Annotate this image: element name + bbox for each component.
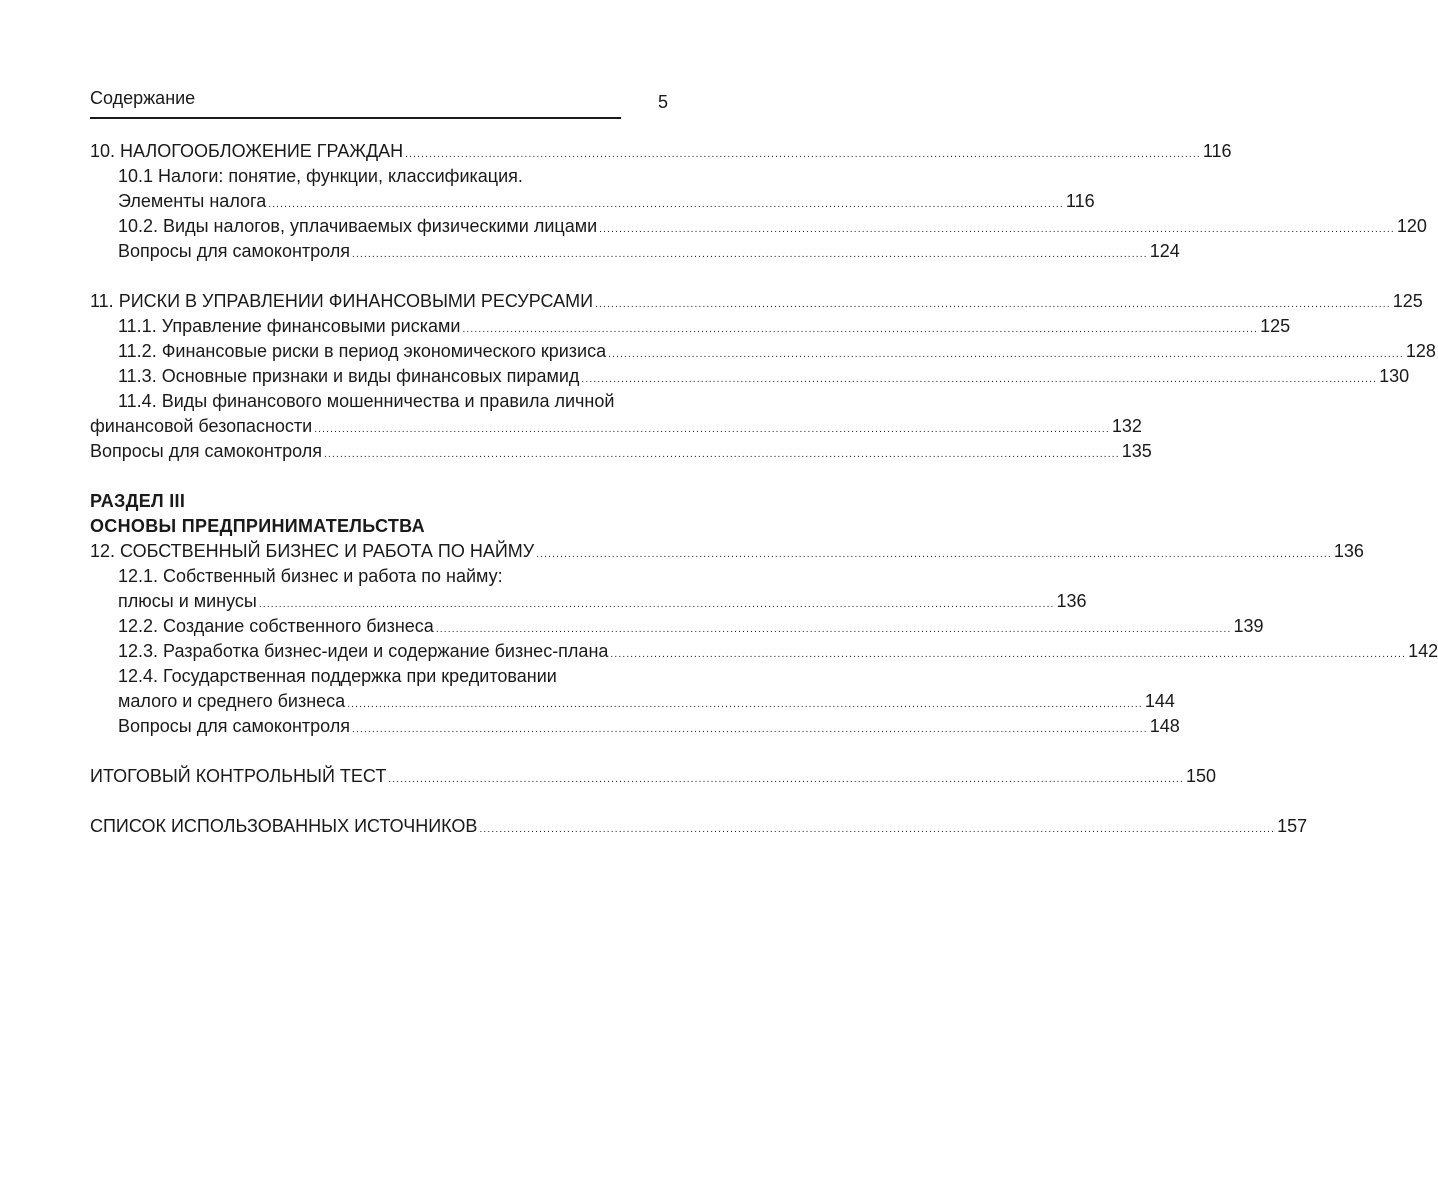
toc-entry-page: 132 bbox=[1111, 416, 1142, 436]
dot-leader: ........................................................................................................................................................................................................ bbox=[324, 449, 1120, 460]
dot-leader: ........................................................................................................................................................................................................ bbox=[352, 249, 1148, 260]
toc-entry-11-2[interactable] bbox=[90, 339, 1436, 364]
dot-leader: ........................................................................................................................................................................................................ bbox=[388, 774, 1184, 785]
toc-entry-page: 150 bbox=[1186, 766, 1217, 786]
toc-entry-final-test[interactable] bbox=[90, 764, 1217, 789]
toc-entry-title: ИТОГОВЫЙ КОНТРОЛЬНЫЙ ТЕСТ bbox=[90, 766, 387, 786]
toc-entry-page: 136 bbox=[1056, 591, 1087, 611]
toc-entry-title: плюсы и минусы bbox=[118, 591, 257, 611]
toc-entry-12-3[interactable] bbox=[90, 639, 1438, 664]
toc-entry-ch10[interactable] bbox=[90, 139, 1232, 164]
toc-entry-11-4-line1[interactable] bbox=[90, 389, 666, 414]
toc-entry-title: 12.4. Государственная поддержка при кредитовании bbox=[118, 666, 557, 686]
toc-entry-title: 12.1. Собственный бизнес и работа по найму: bbox=[118, 566, 503, 586]
table-of-contents bbox=[90, 139, 1438, 839]
toc-entry-12-questions[interactable] bbox=[90, 714, 1180, 739]
running-header: Содержание bbox=[90, 88, 196, 108]
toc-entry-page: 144 bbox=[1144, 691, 1175, 711]
dot-leader: ........................................................................................................................................................................................................ bbox=[479, 824, 1276, 835]
toc-entry-page: 125 bbox=[1392, 291, 1423, 311]
toc-entry-page: 116 bbox=[1202, 141, 1232, 161]
toc-entry-title: Вопросы для самоконтроля bbox=[90, 441, 323, 461]
dot-leader: ........................................................................................................................................................................................................ bbox=[435, 624, 1232, 635]
spacer bbox=[90, 464, 666, 489]
dot-leader: ........................................................................................................................................................................................................ bbox=[581, 374, 1378, 385]
dot-leader: ........................................................................................................................................................................................................ bbox=[608, 349, 1404, 360]
toc-entry-10-1-line1[interactable] bbox=[90, 164, 666, 189]
page-number: 5 bbox=[657, 92, 668, 112]
toc-entry-sources[interactable] bbox=[90, 814, 1308, 839]
toc-entry-page: 139 bbox=[1233, 616, 1264, 636]
toc-entry-11-questions[interactable] bbox=[90, 439, 1152, 464]
toc-entry-title: 12. СОБСТВЕННЫЙ БИЗНЕС И РАБОТА ПО НАЙМУ bbox=[90, 541, 535, 561]
dot-leader: ........................................................................................................................................................................................................ bbox=[595, 299, 1391, 310]
dot-leader: ........................................................................................................................................................................................................ bbox=[599, 224, 1395, 235]
dot-leader: ........................................................................................................................................................................................................ bbox=[536, 549, 1332, 560]
dot-leader: ........................................................................................................................................................................................................ bbox=[352, 724, 1148, 735]
toc-entry-12-4[interactable] bbox=[90, 689, 1175, 714]
toc-entry-title: 12.3. Разработка бизнес-идеи и содержание бизнес-плана bbox=[118, 641, 609, 661]
spacer bbox=[90, 789, 666, 814]
toc-entry-11-4[interactable] bbox=[90, 414, 1142, 439]
spacer bbox=[90, 264, 666, 289]
toc-entry-11-1[interactable] bbox=[90, 314, 1291, 339]
toc-entry-title: Вопросы для самоконтроля bbox=[118, 241, 351, 261]
toc-entry-page: 124 bbox=[1149, 241, 1180, 261]
dot-leader: ........................................................................................................................................................................................................ bbox=[405, 149, 1201, 160]
toc-entry-page: 135 bbox=[1121, 441, 1152, 461]
toc-entry-11-3[interactable] bbox=[90, 364, 1410, 389]
toc-entry-title: 10. НАЛОГООБЛОЖЕНИЕ ГРАЖДАН bbox=[90, 141, 404, 161]
toc-entry-title: 10.1 Налоги: понятие, функции, классификация. bbox=[118, 166, 523, 186]
toc-entry-10-1[interactable] bbox=[90, 189, 1095, 214]
toc-entry-title: СПИСОК ИСПОЛЬЗОВАННЫХ ИСТОЧНИКОВ bbox=[90, 816, 478, 836]
toc-entry-page: 128 bbox=[1405, 341, 1436, 361]
toc-entry-title: 10.2. Виды налогов, уплачиваемых физическими лицами bbox=[118, 216, 598, 236]
toc-entry-title: 11.4. Виды финансового мошенничества и правила личной bbox=[118, 391, 615, 411]
toc-entry-title: 11.3. Основные признаки и виды финансовых пирамид bbox=[118, 366, 580, 386]
toc-entry-10-questions[interactable] bbox=[90, 239, 1180, 264]
toc-entry-page: 125 bbox=[1260, 316, 1291, 336]
section-label: РАЗДЕЛ III bbox=[90, 491, 186, 511]
toc-entry-10-2[interactable] bbox=[90, 214, 1427, 239]
toc-entry-title: Вопросы для самоконтроля bbox=[118, 716, 351, 736]
toc-entry-12-1-line1[interactable] bbox=[90, 564, 666, 589]
toc-entry-page: 136 bbox=[1333, 541, 1364, 561]
toc-entry-page: 142 bbox=[1408, 641, 1438, 661]
spacer bbox=[90, 739, 666, 764]
dot-leader: ........................................................................................................................................................................................................ bbox=[462, 324, 1259, 335]
toc-entry-title: 11.1. Управление финансовыми рисками bbox=[118, 316, 461, 336]
dot-leader: ........................................................................................................................................................................................................ bbox=[347, 699, 1143, 710]
toc-entry-title: 11. РИСКИ В УПРАВЛЕНИИ ФИНАНСОВЫМИ РЕСУРСАМИ bbox=[90, 291, 594, 311]
toc-entry-page: 157 bbox=[1277, 816, 1308, 836]
toc-entry-12-4-line1[interactable] bbox=[90, 664, 666, 689]
toc-entry-page: 120 bbox=[1396, 216, 1427, 236]
dot-leader: ........................................................................................................................................................................................................ bbox=[610, 649, 1407, 660]
header-rule bbox=[90, 117, 621, 119]
toc-entry-page: 116 bbox=[1065, 191, 1095, 211]
toc-entry-page: 130 bbox=[1379, 366, 1410, 386]
toc-entry-title: 12.2. Создание собственного бизнеса bbox=[118, 616, 434, 636]
toc-entry-ch12[interactable] bbox=[90, 539, 1364, 564]
toc-entry-title: 11.2. Финансовые риски в период экономического кризиса bbox=[118, 341, 607, 361]
toc-entry-ch11[interactable] bbox=[90, 289, 1423, 314]
toc-entry-title: финансовой безопасности bbox=[90, 416, 313, 436]
toc-entry-title: Элементы налога bbox=[118, 191, 267, 211]
toc-entry-12-1[interactable] bbox=[90, 589, 1087, 614]
section-title: ОСНОВЫ ПРЕДПРИНИМАТЕЛЬСТВА bbox=[90, 516, 425, 536]
toc-entry-page: 148 bbox=[1149, 716, 1180, 736]
toc-entry-12-2[interactable] bbox=[90, 614, 1264, 639]
dot-leader: ........................................................................................................................................................................................................ bbox=[314, 424, 1110, 435]
dot-leader: ........................................................................................................................................................................................................ bbox=[268, 199, 1064, 210]
toc-entry-title: малого и среднего бизнеса bbox=[118, 691, 346, 711]
dot-leader: ........................................................................................................................................................................................................ bbox=[258, 599, 1055, 610]
